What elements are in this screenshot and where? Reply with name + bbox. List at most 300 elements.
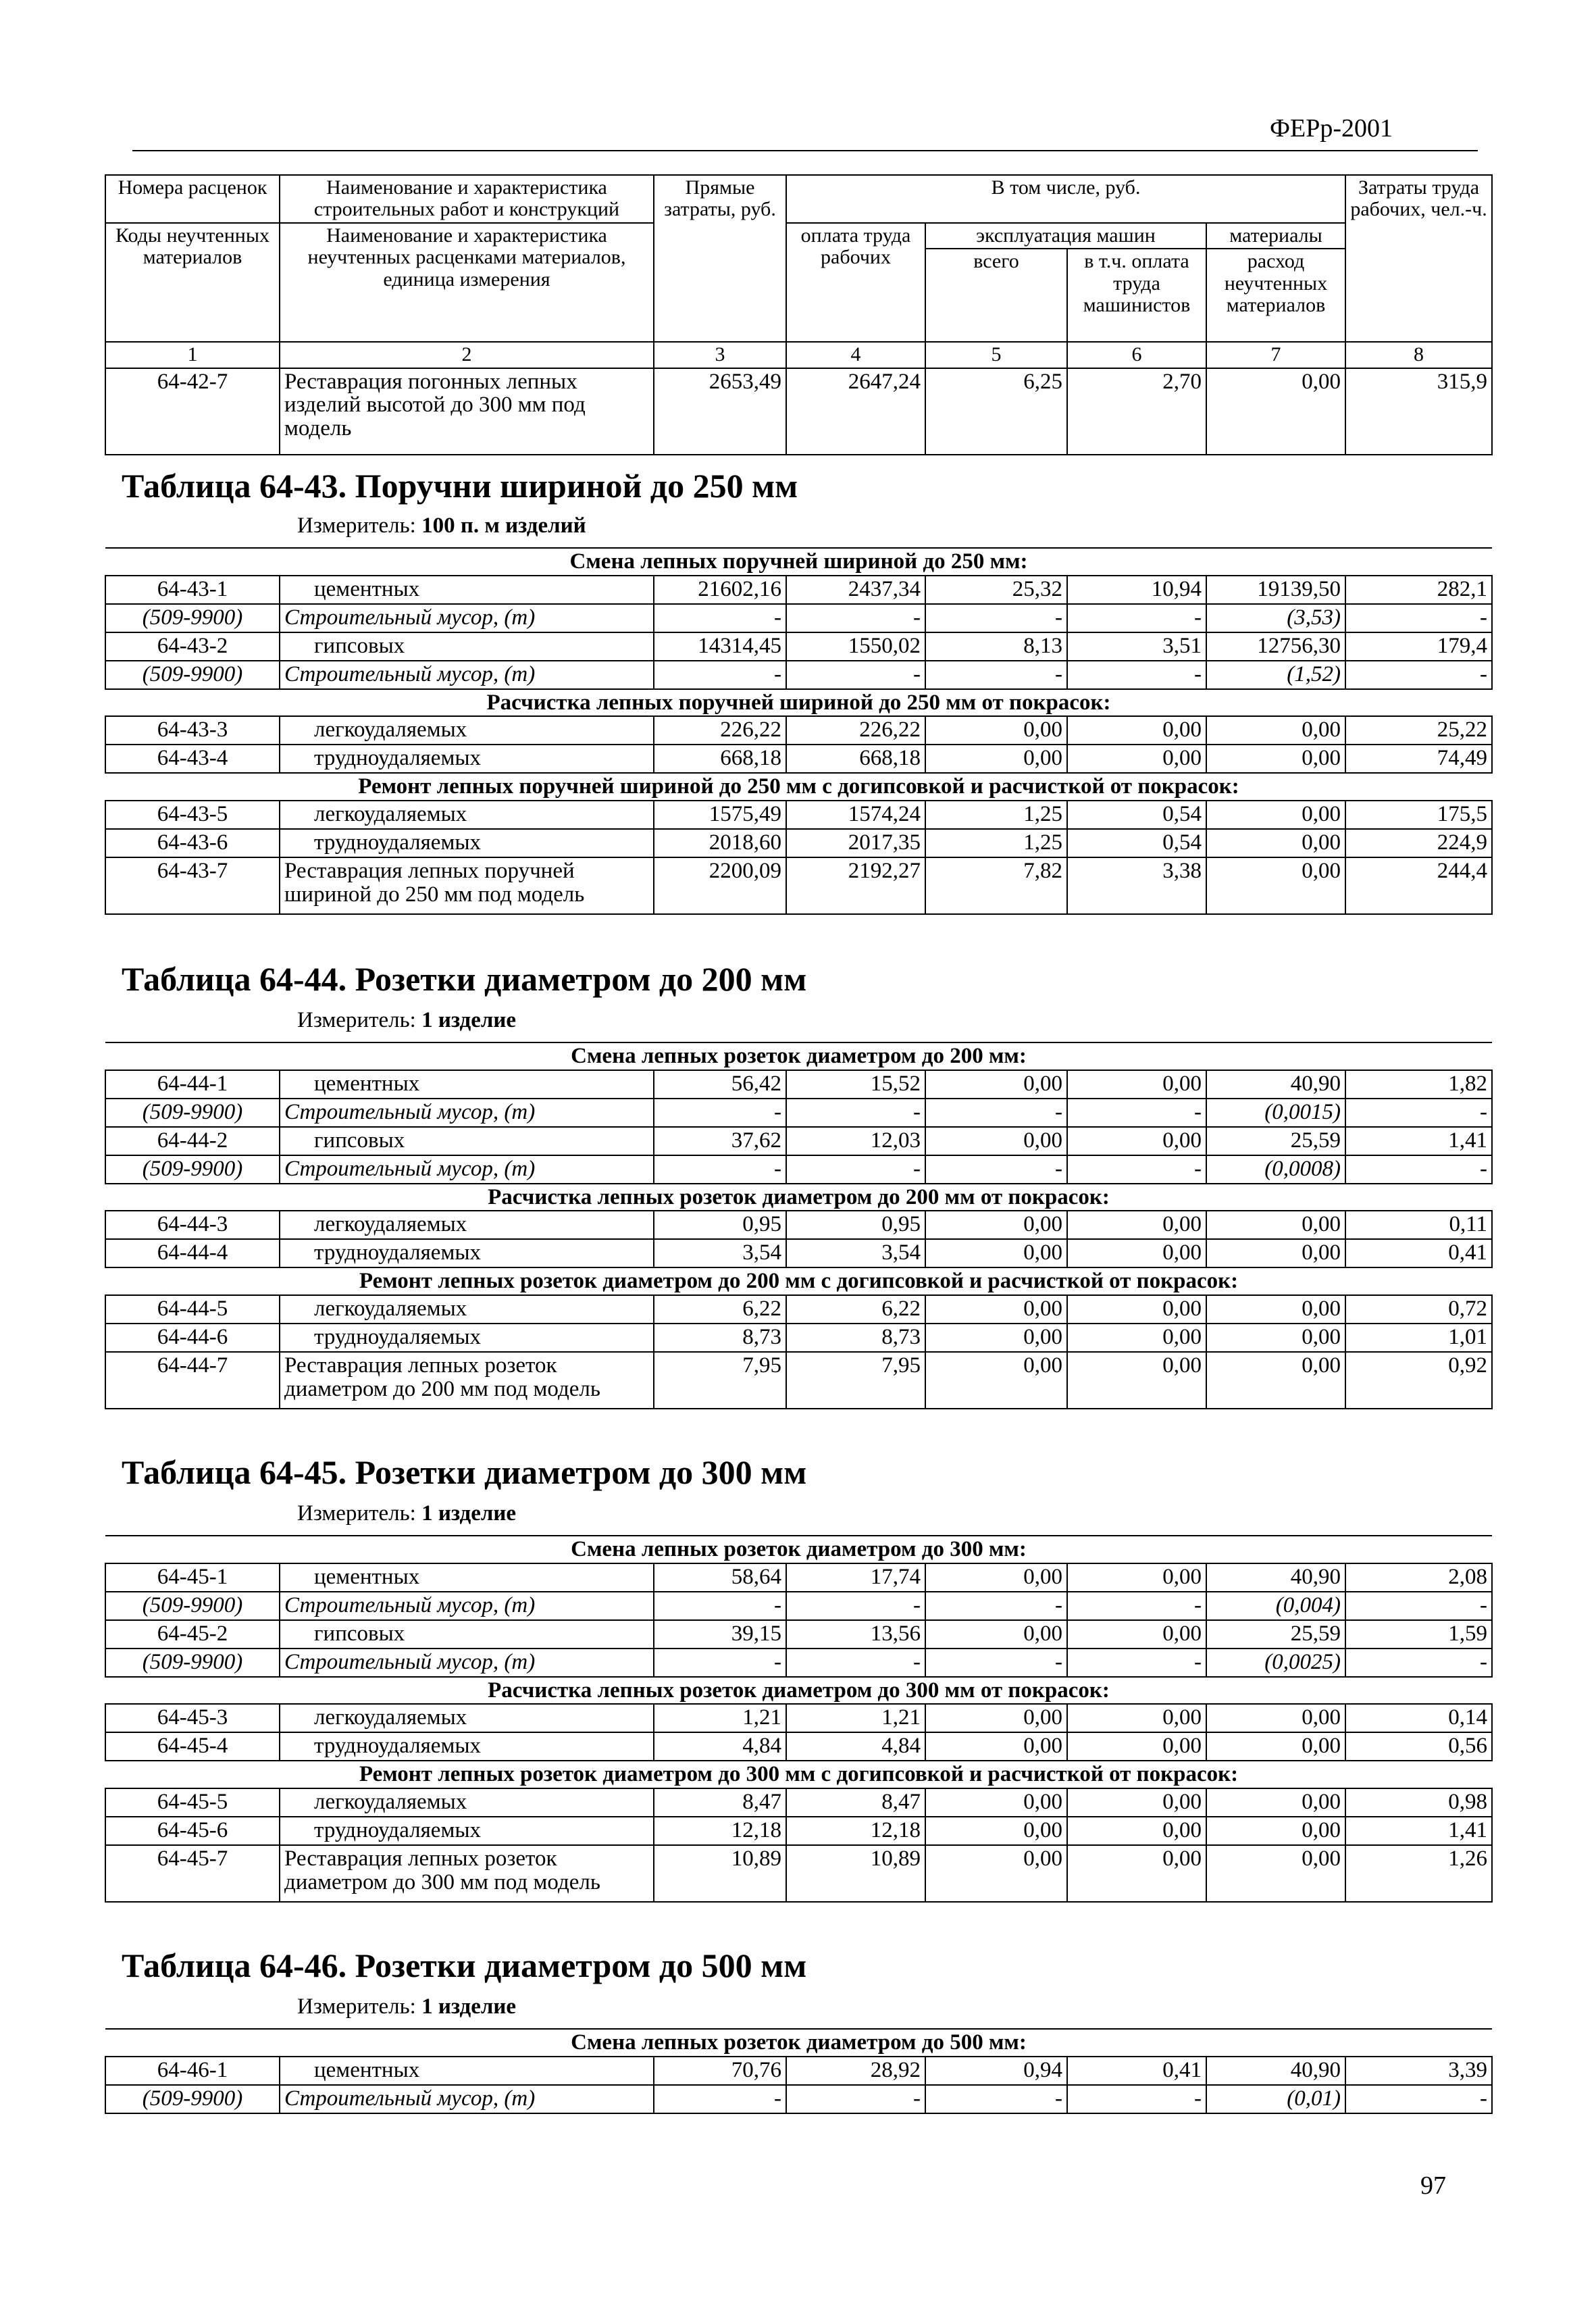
unit-value: 1 изделие: [421, 1008, 517, 1032]
table-row: [105, 1620, 1492, 1649]
table-unit: [297, 1501, 516, 1526]
value-materials: 0,00: [1206, 1845, 1345, 1902]
value-labor: 1,01: [1345, 1324, 1492, 1352]
rate-name: цементных: [280, 576, 654, 604]
rate-table: [105, 2028, 1493, 2114]
table-row: [105, 1845, 1492, 1902]
value-machines-total: 0,00: [925, 745, 1067, 773]
section-title: Смена лепных розеток диаметром до 500 мм:: [105, 2029, 1492, 2057]
value-direct: 2018,60: [654, 829, 786, 857]
value-worker-pay: -: [786, 661, 925, 689]
value-machines-total: -: [925, 2085, 1067, 2113]
value-labor: 224,9: [1345, 829, 1492, 857]
value-labor: 0,92: [1345, 1352, 1492, 1409]
rate-name: гипсовых: [280, 632, 654, 661]
value-direct: -: [654, 1155, 786, 1184]
value-machines-total: -: [925, 1155, 1067, 1184]
table-row: [105, 576, 1492, 604]
value-labor: 1,59: [1345, 1620, 1492, 1649]
value-operators-pay: 3,38: [1067, 857, 1206, 914]
value-machines-total: 0,00: [925, 1845, 1067, 1902]
value-materials: 0,00: [1206, 716, 1345, 745]
value-worker-pay: 12,03: [786, 1127, 925, 1155]
value-direct: 0,95: [654, 1211, 786, 1239]
value-machines-total: 0,00: [925, 1732, 1067, 1761]
value-direct: -: [654, 1649, 786, 1677]
value-materials: 19139,50: [1206, 576, 1345, 604]
value-labor: 0,14: [1345, 1704, 1492, 1732]
value-direct: 21602,16: [654, 576, 786, 604]
value-worker-pay: -: [786, 604, 925, 632]
section-title: Смена лепных розеток диаметром до 200 мм:: [105, 1042, 1492, 1070]
rate-table: [105, 1042, 1493, 1409]
rate-table: [105, 547, 1493, 915]
rate-code: 64-44-5: [105, 1295, 280, 1324]
value-operators-pay: 2,70: [1067, 368, 1206, 455]
value-worker-pay: 4,84: [786, 1732, 925, 1761]
value-operators-pay: 0,54: [1067, 801, 1206, 829]
value-direct: 3,54: [654, 1239, 786, 1267]
rate-table: [105, 1535, 1493, 1903]
value-direct: -: [654, 661, 786, 689]
value-materials: 12756,30: [1206, 632, 1345, 661]
value-worker-pay: 8,73: [786, 1324, 925, 1352]
unit-value: 1 изделие: [421, 1501, 517, 1526]
col-header-material-names: Наименование и характеристика неучтенных расценками материалов, единица измерения: [280, 223, 654, 342]
value-direct: 56,42: [654, 1070, 786, 1099]
value-direct: 39,15: [654, 1620, 786, 1649]
column-number-8: 8: [1345, 342, 1492, 368]
value-worker-pay: 226,22: [786, 716, 925, 745]
value-operators-pay: 0,41: [1067, 2057, 1206, 2085]
material-name: Строительный мусор, (т): [280, 661, 654, 689]
value-operators-pay: 0,00: [1067, 1295, 1206, 1324]
rate-name: трудноудаляемых: [280, 745, 654, 773]
rate-code: 64-44-7: [105, 1352, 280, 1409]
value-materials: 0,00: [1206, 801, 1345, 829]
col-header-including-group: В том числе, руб.: [786, 175, 1345, 223]
value-labor: 1,41: [1345, 1127, 1492, 1155]
section-title: Ремонт лепных розеток диаметром до 300 мм с догипсовкой и расчисткой от покрасок:: [105, 1761, 1492, 1788]
material-code: (509-9900): [105, 1649, 280, 1677]
rate-code: 64-42-7: [105, 368, 280, 455]
value-direct: -: [654, 2085, 786, 2113]
value-worker-pay: 15,52: [786, 1070, 925, 1099]
rate-name: цементных: [280, 1563, 654, 1592]
value-materials: 25,59: [1206, 1127, 1345, 1155]
header-rule: [132, 150, 1478, 151]
value-operators-pay: -: [1067, 2085, 1206, 2113]
value-worker-pay: 0,95: [786, 1211, 925, 1239]
value-worker-pay: 2647,24: [786, 368, 925, 455]
value-operators-pay: 0,00: [1067, 1070, 1206, 1099]
rate-code: 64-44-2: [105, 1127, 280, 1155]
value-worker-pay: 28,92: [786, 2057, 925, 2085]
value-labor: 0,41: [1345, 1239, 1492, 1267]
value-machines-total: 0,00: [925, 1620, 1067, 1649]
material-name: Строительный мусор, (т): [280, 604, 654, 632]
rate-name: легкоудаляемых: [280, 1295, 654, 1324]
value-machines-total: 0,00: [925, 1817, 1067, 1845]
value-machines-total: 0,00: [925, 716, 1067, 745]
value-materials: 40,90: [1206, 2057, 1345, 2085]
value-materials: (1,52): [1206, 661, 1345, 689]
value-materials: 0,00: [1206, 1324, 1345, 1352]
value-operators-pay: 0,00: [1067, 1845, 1206, 1902]
value-operators-pay: -: [1067, 1155, 1206, 1184]
value-materials: 25,59: [1206, 1620, 1345, 1649]
rate-code: 64-45-3: [105, 1704, 280, 1732]
table-unit: [297, 1008, 516, 1033]
value-worker-pay: 3,54: [786, 1239, 925, 1267]
value-labor: 282,1: [1345, 576, 1492, 604]
rate-code: 64-44-1: [105, 1070, 280, 1099]
table-row: [105, 1070, 1492, 1099]
value-operators-pay: 0,00: [1067, 716, 1206, 745]
unit-label: Измеритель:: [297, 1008, 416, 1032]
rate-code: 64-45-1: [105, 1563, 280, 1592]
rate-name: Реставрация лепных розеток диаметром до 200 мм под модель: [280, 1352, 654, 1409]
material-code: (509-9900): [105, 1592, 280, 1620]
value-materials: (0,004): [1206, 1592, 1345, 1620]
value-materials: 0,00: [1206, 829, 1345, 857]
value-materials: (3,53): [1206, 604, 1345, 632]
rate-name: цементных: [280, 2057, 654, 2085]
value-labor: 0,56: [1345, 1732, 1492, 1761]
col-header-labor-costs: Затраты труда рабочих, чел.-ч.: [1345, 175, 1492, 342]
value-labor: -: [1345, 2085, 1492, 2113]
value-worker-pay: 2192,27: [786, 857, 925, 914]
value-materials: 0,00: [1206, 745, 1345, 773]
section-title: Расчистка лепных поручней шириной до 250 мм от покрасок:: [105, 689, 1492, 717]
value-operators-pay: 0,00: [1067, 1732, 1206, 1761]
col-header-work-name: Наименование и характеристика строительных работ и конструкций: [280, 175, 654, 223]
value-worker-pay: -: [786, 1592, 925, 1620]
material-name: Строительный мусор, (т): [280, 1592, 654, 1620]
value-machines-total: -: [925, 1099, 1067, 1127]
rate-code: 64-43-5: [105, 801, 280, 829]
value-materials: 0,00: [1206, 1211, 1345, 1239]
table-row: [105, 745, 1492, 773]
table-row: [105, 801, 1492, 829]
value-operators-pay: 0,00: [1067, 1704, 1206, 1732]
value-worker-pay: 13,56: [786, 1620, 925, 1649]
value-machines-total: 0,00: [925, 1563, 1067, 1592]
section-title: Расчистка лепных розеток диаметром до 200 мм от покрасок:: [105, 1184, 1492, 1211]
unit-value: 1 изделие: [421, 1994, 517, 2019]
value-operators-pay: 0,00: [1067, 1352, 1206, 1409]
material-row: [105, 1099, 1492, 1127]
value-direct: -: [654, 604, 786, 632]
table-row: [105, 1788, 1492, 1817]
col-header-materials: материалы: [1206, 223, 1345, 249]
value-operators-pay: 10,94: [1067, 576, 1206, 604]
rate-code: 64-43-3: [105, 716, 280, 745]
column-number-5: 5: [925, 342, 1067, 368]
col-header-worker-pay: оплата труда рабочих: [786, 223, 925, 342]
value-worker-pay: 8,47: [786, 1788, 925, 1817]
value-direct: -: [654, 1099, 786, 1127]
rate-code: 64-45-7: [105, 1845, 280, 1902]
rate-name: легкоудаляемых: [280, 1211, 654, 1239]
table-title: Таблица 64-45. Розетки диаметром до 300 мм: [122, 1453, 807, 1491]
value-machines-total: -: [925, 604, 1067, 632]
value-direct: 8,47: [654, 1788, 786, 1817]
value-materials: 0,00: [1206, 1295, 1345, 1324]
material-row: [105, 1592, 1492, 1620]
rate-name: Реставрация лепных поручней шириной до 250 мм под модель: [280, 857, 654, 914]
rate-name: трудноудаляемых: [280, 1324, 654, 1352]
section-title: Расчистка лепных розеток диаметром до 300 мм от покрасок:: [105, 1677, 1492, 1705]
rate-name: легкоудаляемых: [280, 1788, 654, 1817]
value-materials: 0,00: [1206, 857, 1345, 914]
material-name: Строительный мусор, (т): [280, 2085, 654, 2113]
value-materials: (0,0015): [1206, 1099, 1345, 1127]
material-name: Строительный мусор, (т): [280, 1099, 654, 1127]
material-code: (509-9900): [105, 604, 280, 632]
value-materials: 0,00: [1206, 1788, 1345, 1817]
rate-code: 64-43-2: [105, 632, 280, 661]
table-row: [105, 857, 1492, 914]
value-machines-total: 0,00: [925, 1324, 1067, 1352]
value-direct: 37,62: [654, 1127, 786, 1155]
value-machines-total: 1,25: [925, 801, 1067, 829]
value-labor: 1,41: [1345, 1817, 1492, 1845]
value-operators-pay: -: [1067, 604, 1206, 632]
table-row: [105, 1295, 1492, 1324]
value-labor: 0,11: [1345, 1211, 1492, 1239]
value-direct: 2200,09: [654, 857, 786, 914]
value-labor: -: [1345, 1592, 1492, 1620]
value-machines-total: 0,00: [925, 1352, 1067, 1409]
value-labor: -: [1345, 1155, 1492, 1184]
table-unit: [297, 513, 586, 538]
value-labor: 25,22: [1345, 716, 1492, 745]
rate-name: легкоудаляемых: [280, 1704, 654, 1732]
rate-code: 64-46-1: [105, 2057, 280, 2085]
rate-name: гипсовых: [280, 1127, 654, 1155]
value-worker-pay: 10,89: [786, 1845, 925, 1902]
table-title: Таблица 64-44. Розетки диаметром до 200 мм: [122, 960, 807, 998]
unit-label: Измеритель:: [297, 1501, 416, 1526]
table-unit: [297, 1994, 516, 2019]
value-machines-total: 0,00: [925, 1239, 1067, 1267]
value-worker-pay: -: [786, 1099, 925, 1127]
table-row: [105, 829, 1492, 857]
table-row: [105, 1563, 1492, 1592]
value-operators-pay: -: [1067, 1649, 1206, 1677]
value-machines-total: 0,00: [925, 1788, 1067, 1817]
value-direct: 10,89: [654, 1845, 786, 1902]
material-row: [105, 1155, 1492, 1184]
column-number-4: 4: [786, 342, 925, 368]
value-labor: 3,39: [1345, 2057, 1492, 2085]
rate-name: трудноудаляемых: [280, 829, 654, 857]
value-materials: 0,00: [1206, 1817, 1345, 1845]
value-worker-pay: 7,95: [786, 1352, 925, 1409]
value-machines-total: -: [925, 661, 1067, 689]
value-operators-pay: 0,00: [1067, 1620, 1206, 1649]
value-materials: 0,00: [1206, 1732, 1345, 1761]
rate-code: 64-43-7: [105, 857, 280, 914]
value-direct: 4,84: [654, 1732, 786, 1761]
value-direct: 8,73: [654, 1324, 786, 1352]
value-worker-pay: -: [786, 1155, 925, 1184]
value-machines-total: 0,00: [925, 1070, 1067, 1099]
value-machines-total: -: [925, 1592, 1067, 1620]
value-machines-total: 0,00: [925, 1704, 1067, 1732]
value-labor: 1,82: [1345, 1070, 1492, 1099]
col-header-direct-costs: Прямые затраты, руб.: [654, 175, 786, 342]
section-title: Ремонт лепных розеток диаметром до 200 мм с догипсовкой и расчисткой от покрасок:: [105, 1267, 1492, 1295]
value-operators-pay: 0,00: [1067, 1563, 1206, 1592]
value-materials: 40,90: [1206, 1563, 1345, 1592]
value-labor: 315,9: [1345, 368, 1492, 455]
section-title: Смена лепных розеток диаметром до 300 мм:: [105, 1536, 1492, 1563]
value-operators-pay: 0,00: [1067, 1127, 1206, 1155]
table-row: [105, 1324, 1492, 1352]
value-machines-total: 0,00: [925, 1295, 1067, 1324]
value-materials: 0,00: [1206, 1704, 1345, 1732]
value-machines-total: 0,00: [925, 1211, 1067, 1239]
rate-code: 64-43-6: [105, 829, 280, 857]
rate-name: трудноудаляемых: [280, 1239, 654, 1267]
value-operators-pay: 0,00: [1067, 745, 1206, 773]
rate-code: 64-44-6: [105, 1324, 280, 1352]
column-number-7: 7: [1206, 342, 1345, 368]
table-title: Таблица 64-43. Поручни шириной до 250 мм: [122, 467, 798, 505]
document-code: ФЕРр-2001: [1270, 114, 1393, 143]
table-row: [105, 1352, 1492, 1409]
section-title: Ремонт лепных поручней шириной до 250 мм с догипсовкой и расчисткой от покрасок:: [105, 773, 1492, 801]
rate-name: трудноудаляемых: [280, 1817, 654, 1845]
value-materials: 0,00: [1206, 1352, 1345, 1409]
value-direct: 7,95: [654, 1352, 786, 1409]
column-header-table: [105, 174, 1493, 455]
table-row: [105, 2057, 1492, 2085]
column-number-6: 6: [1067, 342, 1206, 368]
value-labor: -: [1345, 661, 1492, 689]
value-operators-pay: 0,00: [1067, 1211, 1206, 1239]
value-direct: 1575,49: [654, 801, 786, 829]
value-worker-pay: 6,22: [786, 1295, 925, 1324]
col-header-machines-total: всего: [925, 249, 1067, 342]
value-operators-pay: -: [1067, 661, 1206, 689]
material-code: (509-9900): [105, 2085, 280, 2113]
page-number: 97: [1420, 2171, 1446, 2200]
value-labor: -: [1345, 1099, 1492, 1127]
value-worker-pay: 668,18: [786, 745, 925, 773]
table-row: [105, 1239, 1492, 1267]
rate-code: 64-44-4: [105, 1239, 280, 1267]
value-machines-total: 0,94: [925, 2057, 1067, 2085]
value-direct: 668,18: [654, 745, 786, 773]
value-worker-pay: -: [786, 2085, 925, 2113]
value-machines-total: 25,32: [925, 576, 1067, 604]
table-row: [105, 1704, 1492, 1732]
value-machines-total: -: [925, 1649, 1067, 1677]
value-machines-total: 6,25: [925, 368, 1067, 455]
value-labor: 179,4: [1345, 632, 1492, 661]
value-worker-pay: 1574,24: [786, 801, 925, 829]
col-header-unaccounted-materials: расход неучтенных материалов: [1206, 249, 1345, 342]
value-labor: -: [1345, 604, 1492, 632]
table-title: Таблица 64-46. Розетки диаметром до 500 мм: [122, 1946, 807, 1984]
value-materials: (0,0025): [1206, 1649, 1345, 1677]
value-direct: 12,18: [654, 1817, 786, 1845]
value-worker-pay: 2437,34: [786, 576, 925, 604]
value-operators-pay: -: [1067, 1592, 1206, 1620]
value-materials: 40,90: [1206, 1070, 1345, 1099]
table-row: [105, 632, 1492, 661]
rate-code: 64-44-3: [105, 1211, 280, 1239]
value-operators-pay: 0,00: [1067, 1817, 1206, 1845]
value-direct: 2653,49: [654, 368, 786, 455]
value-machines-total: 1,25: [925, 829, 1067, 857]
value-operators-pay: -: [1067, 1099, 1206, 1127]
material-row: [105, 2085, 1492, 2113]
unit-label: Измеритель:: [297, 513, 416, 538]
material-row: [105, 1649, 1492, 1677]
table-row: [105, 1817, 1492, 1845]
value-materials: (0,0008): [1206, 1155, 1345, 1184]
rate-name: легкоудаляемых: [280, 801, 654, 829]
value-materials: (0,01): [1206, 2085, 1345, 2113]
value-labor: 175,5: [1345, 801, 1492, 829]
col-header-operators-pay: в т.ч. оплата труда машинистов: [1067, 249, 1206, 342]
value-direct: 226,22: [654, 716, 786, 745]
rate-name: легкоудаляемых: [280, 716, 654, 745]
value-operators-pay: 0,00: [1067, 1239, 1206, 1267]
rate-code: 64-43-4: [105, 745, 280, 773]
value-labor: 0,72: [1345, 1295, 1492, 1324]
value-labor: 1,26: [1345, 1845, 1492, 1902]
value-operators-pay: 0,00: [1067, 1788, 1206, 1817]
column-number-3: 3: [654, 342, 786, 368]
value-operators-pay: 0,54: [1067, 829, 1206, 857]
value-labor: 244,4: [1345, 857, 1492, 914]
material-name: Строительный мусор, (т): [280, 1155, 654, 1184]
value-worker-pay: 12,18: [786, 1817, 925, 1845]
rate-code: 64-45-2: [105, 1620, 280, 1649]
material-code: (509-9900): [105, 1155, 280, 1184]
value-worker-pay: 1,21: [786, 1704, 925, 1732]
col-header-material-codes: Коды неучтенных материалов: [105, 223, 280, 342]
value-materials: 0,00: [1206, 1239, 1345, 1267]
value-direct: -: [654, 1592, 786, 1620]
value-direct: 6,22: [654, 1295, 786, 1324]
col-header-machines: эксплуатация машин: [925, 223, 1206, 249]
unit-label: Измеритель:: [297, 1994, 416, 2019]
material-row: [105, 661, 1492, 689]
col-header-rate-number: Номера расценок: [105, 175, 280, 223]
rate-name: гипсовых: [280, 1620, 654, 1649]
material-code: (509-9900): [105, 661, 280, 689]
rate-name: Реставрация лепных розеток диаметром до 300 мм под модель: [280, 1845, 654, 1902]
table-row: [105, 716, 1492, 745]
material-name: Строительный мусор, (т): [280, 1649, 654, 1677]
column-number-1: 1: [105, 342, 280, 368]
rate-name: трудноудаляемых: [280, 1732, 654, 1761]
value-worker-pay: 1550,02: [786, 632, 925, 661]
unit-value: 100 п. м изделий: [421, 513, 586, 538]
material-row: [105, 604, 1492, 632]
value-labor: -: [1345, 1649, 1492, 1677]
rate-name: Реставрация погонных лепных изделий высотой до 300 мм под модель: [280, 368, 654, 455]
rate-code: 64-45-5: [105, 1788, 280, 1817]
rate-code: 64-43-1: [105, 576, 280, 604]
table-row: [105, 1732, 1492, 1761]
